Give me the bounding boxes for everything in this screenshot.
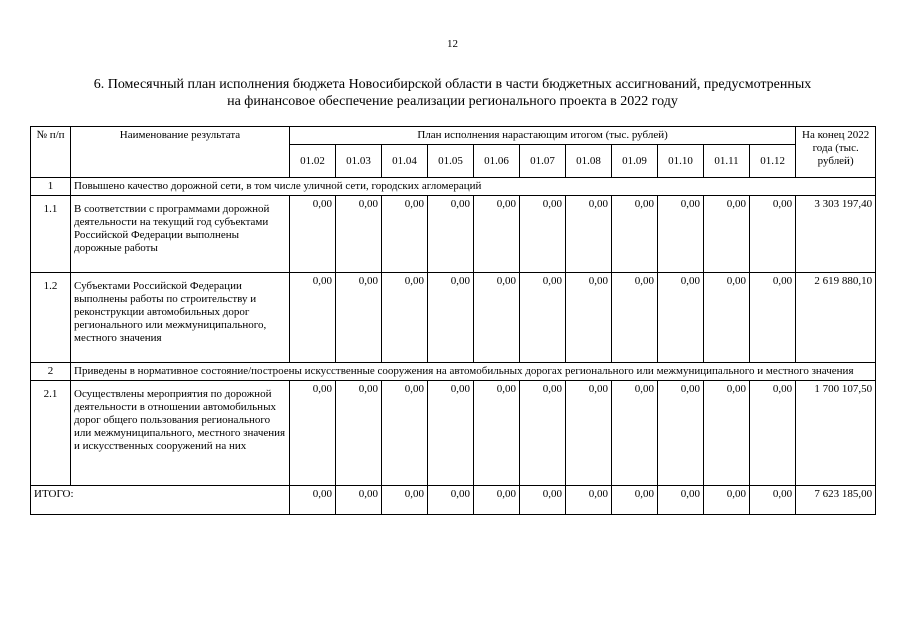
- page-number: 12: [447, 38, 458, 50]
- month-header: 01.04: [382, 145, 428, 178]
- month-header: 01.05: [428, 145, 474, 178]
- month-value: 0,00: [336, 196, 382, 273]
- month-header: 01.08: [566, 145, 612, 178]
- year-end-value: 3 303 197,40: [796, 196, 876, 273]
- total-month-value: 0,00: [382, 486, 428, 515]
- year-end-value: 2 619 880,10: [796, 273, 876, 363]
- total-month-value: 0,00: [750, 486, 796, 515]
- result-name-text: В соответствии с программами дорожной деятельности на текущий год субъектами Российской Федерации выполнены дорожные работы: [74, 203, 270, 254]
- table-row: [31, 196, 876, 273]
- month-header: 01.10: [658, 145, 704, 178]
- header-num: № п/п: [31, 127, 71, 178]
- result-name: [71, 381, 290, 486]
- month-value: 0,00: [566, 196, 612, 273]
- month-value: 0,00: [382, 196, 428, 273]
- month-value: 0,00: [520, 273, 566, 363]
- month-header: 01.09: [612, 145, 658, 178]
- month-value: 0,00: [520, 196, 566, 273]
- section-row: [31, 363, 876, 381]
- header-name: Наименование результата: [71, 127, 290, 178]
- header-row: [31, 127, 876, 145]
- grand-total-value: 7 623 185,00: [796, 486, 876, 515]
- title-line-1: 6. Помесячный план исполнения бюджета Новосибирской области в части бюджетных ассигнований, предусмотренных: [93, 77, 812, 92]
- section-title: Приведены в нормативное состояние/построены искусственные сооружения на автомобильных дорогах регионального или межмуниципального и местного значения: [71, 363, 876, 381]
- row-number: [31, 196, 71, 273]
- month-value: 0,00: [704, 273, 750, 363]
- total-month-value: 0,00: [658, 486, 704, 515]
- month-value: 0,00: [474, 196, 520, 273]
- month-value: 0,00: [428, 381, 474, 486]
- month-value: 0,00: [704, 381, 750, 486]
- total-month-value: 0,00: [520, 486, 566, 515]
- month-value: 0,00: [612, 381, 658, 486]
- result-name-text: Субъектами Российской Федерации выполнены работы по строительству и реконструкции автомобильных дорог регионального или межмуниципального, местного значения: [74, 280, 267, 344]
- month-value: 0,00: [750, 381, 796, 486]
- budget-plan-table: [30, 126, 876, 515]
- year-end-value: 1 700 107,50: [796, 381, 876, 486]
- month-header: 01.06: [474, 145, 520, 178]
- section-title: Повышено качество дорожной сети, в том числе уличной сети, городских агломераций: [71, 178, 876, 196]
- month-value: 0,00: [428, 273, 474, 363]
- month-value: 0,00: [658, 381, 704, 486]
- month-header: 01.11: [704, 145, 750, 178]
- month-value: 0,00: [658, 196, 704, 273]
- document-title: [40, 76, 865, 110]
- month-value: 0,00: [750, 196, 796, 273]
- table-body: [31, 178, 876, 515]
- total-month-value: 0,00: [336, 486, 382, 515]
- month-value: 0,00: [566, 273, 612, 363]
- total-month-value: 0,00: [474, 486, 520, 515]
- month-value: 0,00: [428, 196, 474, 273]
- result-name: [71, 196, 290, 273]
- total-month-value: 0,00: [612, 486, 658, 515]
- month-value: 0,00: [612, 196, 658, 273]
- section-number: 2: [31, 363, 71, 381]
- row-number: [31, 273, 71, 363]
- total-row: [31, 486, 876, 515]
- section-row: [31, 178, 876, 196]
- month-value: 0,00: [474, 273, 520, 363]
- total-month-value: 0,00: [290, 486, 336, 515]
- month-header: 01.12: [750, 145, 796, 178]
- month-value: 0,00: [704, 196, 750, 273]
- month-value: 0,00: [382, 381, 428, 486]
- total-month-value: 0,00: [566, 486, 612, 515]
- month-value: 0,00: [520, 381, 566, 486]
- header-year-end: На конец 2022 года (тыс. рублей): [796, 127, 876, 178]
- row-number: [31, 381, 71, 486]
- result-name: [71, 273, 290, 363]
- table-row: [31, 381, 876, 486]
- month-value: 0,00: [566, 381, 612, 486]
- header-plan: План исполнения нарастающим итогом (тыс. рублей): [290, 127, 796, 145]
- month-header: 01.03: [336, 145, 382, 178]
- month-value: 0,00: [750, 273, 796, 363]
- month-value: 0,00: [290, 273, 336, 363]
- row-number-text: 2.1: [43, 388, 58, 400]
- month-value: 0,00: [336, 381, 382, 486]
- title-line-2: на финансовое обеспечение реализации регионального проекта в 2022 году: [227, 94, 678, 109]
- month-value: 0,00: [290, 196, 336, 273]
- total-label: ИТОГО:: [31, 486, 290, 515]
- month-value: 0,00: [658, 273, 704, 363]
- section-number: 1: [31, 178, 71, 196]
- row-number-text: 1.1: [43, 203, 58, 215]
- row-number-text: 1.2: [43, 280, 58, 292]
- month-header: 01.02: [290, 145, 336, 178]
- result-name-text: Осуществлены мероприятия по дорожной деятельности в отношении автомобильных дорог общего пользования регионального или межмуниципального, местного значения и искусственных сооружений на них: [74, 388, 286, 452]
- month-value: 0,00: [336, 273, 382, 363]
- month-header: 01.07: [520, 145, 566, 178]
- month-value: 0,00: [474, 381, 520, 486]
- month-value: 0,00: [382, 273, 428, 363]
- month-value: 0,00: [290, 381, 336, 486]
- total-month-value: 0,00: [428, 486, 474, 515]
- month-value: 0,00: [612, 273, 658, 363]
- table-row: [31, 273, 876, 363]
- total-month-value: 0,00: [704, 486, 750, 515]
